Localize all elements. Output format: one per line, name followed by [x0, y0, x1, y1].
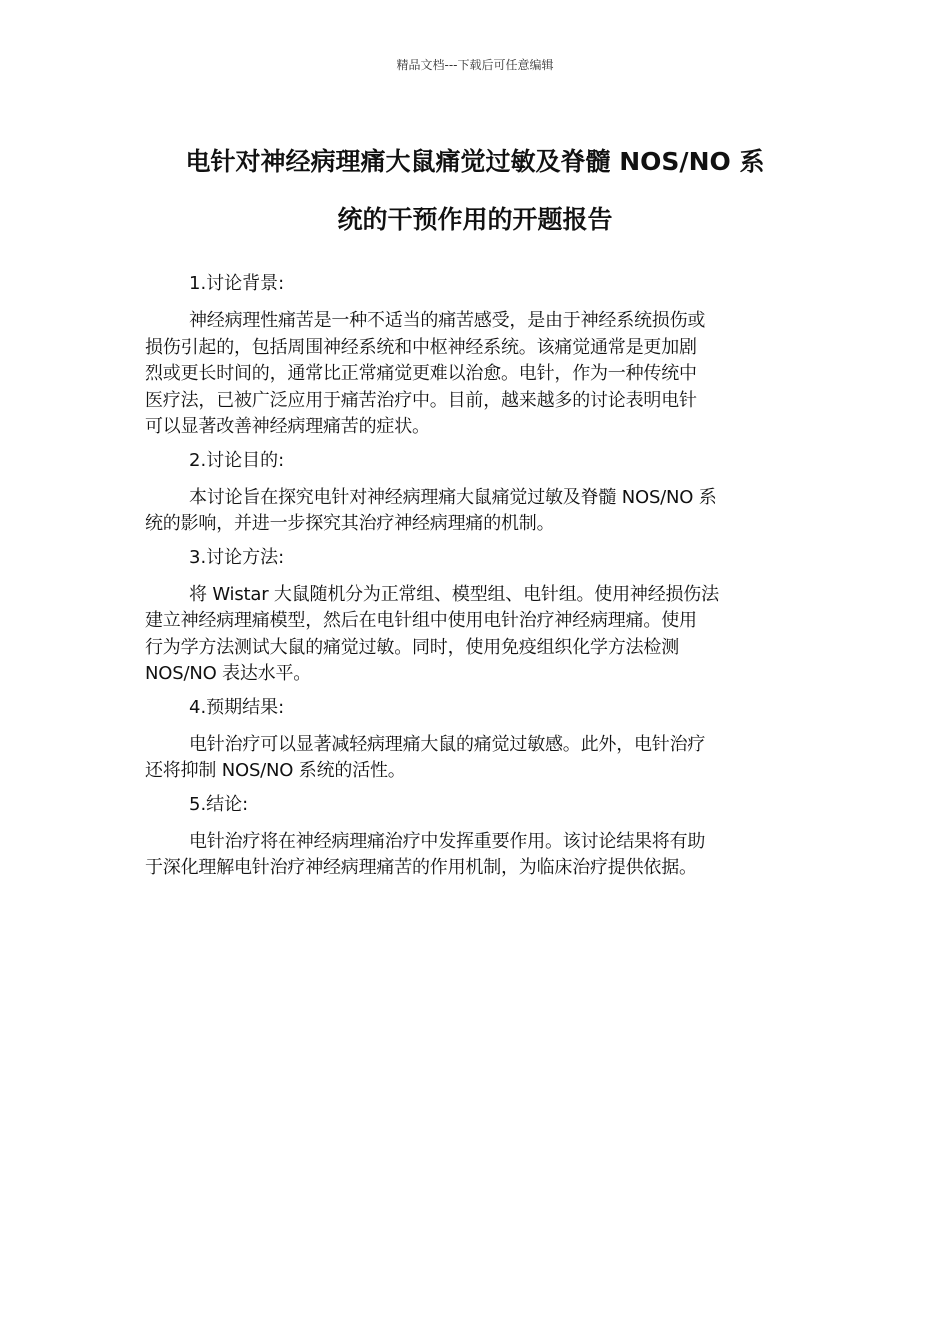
section-heading: 3.讨论方法:: [189, 546, 285, 568]
section-paragraph: [145, 732, 805, 785]
section-paragraph: [145, 829, 805, 882]
section-heading: 4.预期结果:: [189, 696, 285, 718]
section-heading: 1.讨论背景:: [189, 273, 285, 294]
paragraph-line: 电针治疗可以显著减轻病理痛大鼠的痛觉过敏感。此外，电针治疗: [189, 733, 706, 755]
section-background: [145, 272, 805, 441]
paragraph-line: 神经病理性痛苦是一种不适当的痛苦感受，是由于神经系统损伤或: [189, 310, 706, 331]
section-heading: 2.讨论目的:: [189, 449, 285, 471]
paragraph-line: 医疗法，已被广泛应用于痛苦治疗中。目前，越来越多的讨论表明电针: [145, 389, 697, 411]
page-header: 精品文档---下载后可任意编辑: [396, 58, 554, 72]
document-title-line-1: 电针对神经病理痛大鼠痛觉过敏及脊髓 NOS/NO 系: [185, 147, 765, 176]
document-title-line-2: 统的干预作用的开题报告: [337, 205, 613, 234]
paragraph-line: 于深化理解电针治疗神经病理痛苦的作用机制，为临床治疗提供依据。: [145, 857, 697, 878]
paragraph-line: 统的影响，并进一步探究其治疗神经病理痛的机制。: [145, 513, 555, 534]
paragraph-line: 建立神经病理痛模型，然后在电针组中使用电针治疗神经病理痛。使用: [145, 610, 697, 631]
section-paragraph: [145, 308, 805, 441]
paragraph-line: 电针治疗将在神经病理痛治疗中发挥重要作用。该讨论结果将有助: [189, 830, 706, 852]
paragraph-line: 还将抑制 NOS/NO 系统的活性。: [145, 760, 406, 781]
section-heading: 5.结论:: [189, 793, 249, 815]
paragraph-line: 将 Wistar 大鼠随机分为正常组、模型组、电针组。使用神经损伤法: [189, 583, 719, 605]
paragraph-line: 可以显著改善神经病理痛苦的症状。: [145, 416, 430, 437]
section-methods: [145, 546, 805, 688]
paragraph-line: 行为学方法测试大鼠的痛觉过敏。同时，使用免疫组织化学方法检测: [145, 636, 679, 658]
paragraph-line: NOS/NO 表达水平。: [145, 663, 312, 684]
paragraph-line: 本讨论旨在探究电针对神经病理痛大鼠痛觉过敏及脊髓 NOS/NO 系: [189, 486, 717, 508]
section-paragraph: [145, 582, 805, 688]
document-body: [145, 272, 805, 890]
document-title: [140, 133, 810, 249]
section-expected-results: [145, 696, 805, 785]
section-purpose: [145, 449, 805, 538]
section-conclusion: [145, 793, 805, 882]
paragraph-line: 损伤引起的，包括周围神经系统和中枢神经系统。该痛觉通常是更加剧: [145, 336, 697, 358]
paragraph-line: 烈或更长时间的，通常比正常痛觉更难以治愈。电针，作为一种传统中: [145, 363, 697, 384]
section-paragraph: [145, 485, 805, 538]
